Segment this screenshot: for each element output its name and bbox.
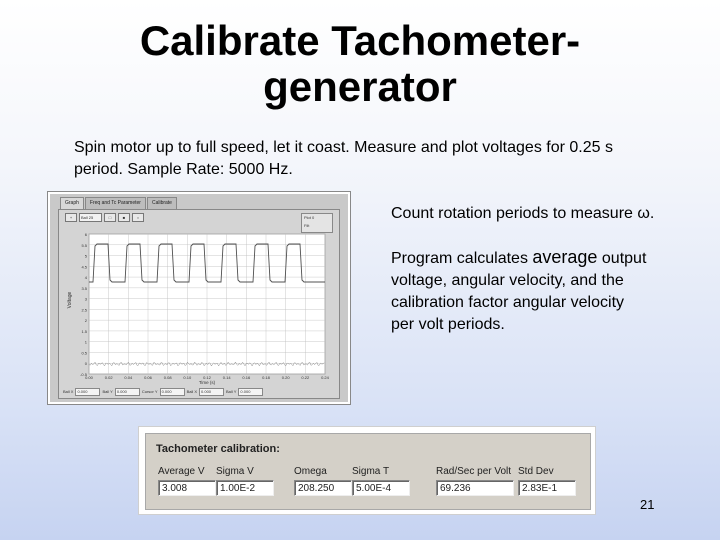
y-tick-label: 2.5 — [81, 307, 87, 313]
x-tick-label: 0.24 — [321, 375, 329, 380]
bottom-field-label: Ball Y — [226, 389, 237, 394]
cursor-tool-icon[interactable]: + — [65, 213, 77, 222]
y-tick-label: 3.5 — [81, 285, 87, 291]
title-line-1: Calibrate Tachometer- — [139, 17, 581, 64]
y-tick-label: 6 — [84, 232, 87, 237]
x-tick-label: 0.18 — [262, 375, 270, 380]
hand-tool-icon[interactable]: ○ — [132, 213, 144, 222]
tab-freq-parameter[interactable]: Freq and Tc Parameter — [85, 197, 146, 209]
x-tick-label: 0.10 — [183, 375, 192, 380]
program-text-pre: Program calculates — [391, 250, 533, 267]
rad-per-volt-label: Rad/Sec per Volt — [436, 466, 512, 477]
legend-item-0: Plot 0 — [304, 215, 315, 220]
y-tick-label: 2 — [84, 318, 87, 324]
graph-bottom-bar — [63, 387, 335, 396]
y-tick-label: 5 — [84, 253, 87, 259]
std-dev-field[interactable]: 2.83E-1 — [518, 480, 576, 496]
y-axis-label: Voltage — [67, 291, 73, 309]
bottom-field-value[interactable]: 0.000 — [115, 388, 140, 396]
pan-tool-icon[interactable]: ■ — [118, 213, 130, 222]
slide-title — [0, 18, 720, 110]
graph-panel — [48, 192, 350, 404]
bottom-field-value[interactable]: 0.000 — [75, 388, 100, 396]
toolbar-field[interactable]: Ball 25 — [79, 213, 102, 222]
bottom-field-label: Ball X — [63, 389, 74, 394]
y-tick-label: 5.5 — [81, 242, 87, 248]
program-text-average: average — [532, 247, 598, 267]
y-tick-label: -0.5 — [80, 372, 87, 377]
average-v-label: Average V — [158, 466, 205, 477]
sigma-v-field[interactable]: 1.00E-2 — [216, 480, 274, 496]
bottom-field-label: Ball Y — [102, 389, 113, 394]
omega-field[interactable]: 208.250 — [294, 480, 352, 496]
x-tick-label: 0.22 — [301, 375, 310, 380]
x-tick-label: 0.02 — [104, 375, 113, 380]
x-tick-label: 0.04 — [124, 375, 133, 380]
y-tick-label: 1 — [84, 339, 87, 345]
y-tick-label: 4.5 — [81, 264, 87, 270]
sigma-t-field[interactable]: 5.00E-4 — [352, 480, 410, 496]
tab-strip — [60, 197, 178, 209]
y-tick-labels — [80, 232, 88, 377]
y-tick-label: 0 — [84, 361, 87, 367]
bottom-field-value[interactable]: 0.000 — [160, 388, 185, 396]
sigma-t-label: Sigma T — [352, 466, 390, 477]
y-tick-label: 3 — [84, 296, 87, 302]
tab-graph[interactable]: Graph — [60, 197, 84, 209]
sigma-v-label: Sigma V — [216, 466, 254, 477]
x-tick-label: 0.20 — [281, 375, 290, 380]
tab-body — [58, 209, 340, 399]
program-text-post: output voltage, angular velocity, and the calibration factor angular velocity per volt periods. — [391, 250, 647, 333]
tab-calibrate[interactable]: Calibrate — [147, 197, 177, 209]
x-tick-label: 0.08 — [163, 375, 172, 380]
calibration-title: Tachometer calibration: — [156, 443, 280, 455]
x-tick-label: 0.12 — [203, 375, 211, 380]
y-tick-label: 0.5 — [81, 350, 87, 356]
y-tick-label: 1.5 — [81, 328, 87, 334]
title-line-2: generator — [263, 63, 457, 110]
x-tick-label: 0.06 — [144, 375, 152, 380]
x-axis-label: Time (s) — [198, 380, 216, 385]
bottom-field-label: Cursor Y — [141, 389, 158, 394]
voltage-plot — [59, 210, 341, 388]
program-description — [391, 246, 651, 336]
omega-label: Omega — [294, 466, 327, 477]
bottom-field-label: Ball X — [186, 389, 198, 394]
std-dev-label: Std Dev — [518, 466, 554, 477]
y-tick-label: 4 — [84, 275, 87, 281]
x-tick-label: 0.14 — [222, 375, 231, 380]
slide-number: 21 — [640, 497, 655, 512]
calibration-cluster — [145, 433, 591, 510]
legend-item-1: Filt — [304, 223, 310, 228]
x-tick-label: 0.16 — [242, 375, 251, 380]
bottom-field-value[interactable]: 0.000 — [199, 388, 224, 396]
average-v-field[interactable]: 3.008 — [158, 480, 216, 496]
rad-per-volt-field[interactable]: 69.236 — [436, 480, 514, 496]
calibration-panel — [138, 426, 596, 515]
intro-text: Spin motor up to full speed, let it coast. Measure and plot voltages for 0.25 s period. Sample Rate: 5000 Hz. — [74, 139, 613, 178]
zoom-tool-icon[interactable]: □ — [104, 213, 116, 222]
count-rotation-text: Count rotation periods to measure ω. — [391, 205, 655, 222]
bottom-field-value[interactable]: 0.000 — [238, 388, 263, 396]
x-tick-label: 0.00 — [85, 375, 93, 380]
